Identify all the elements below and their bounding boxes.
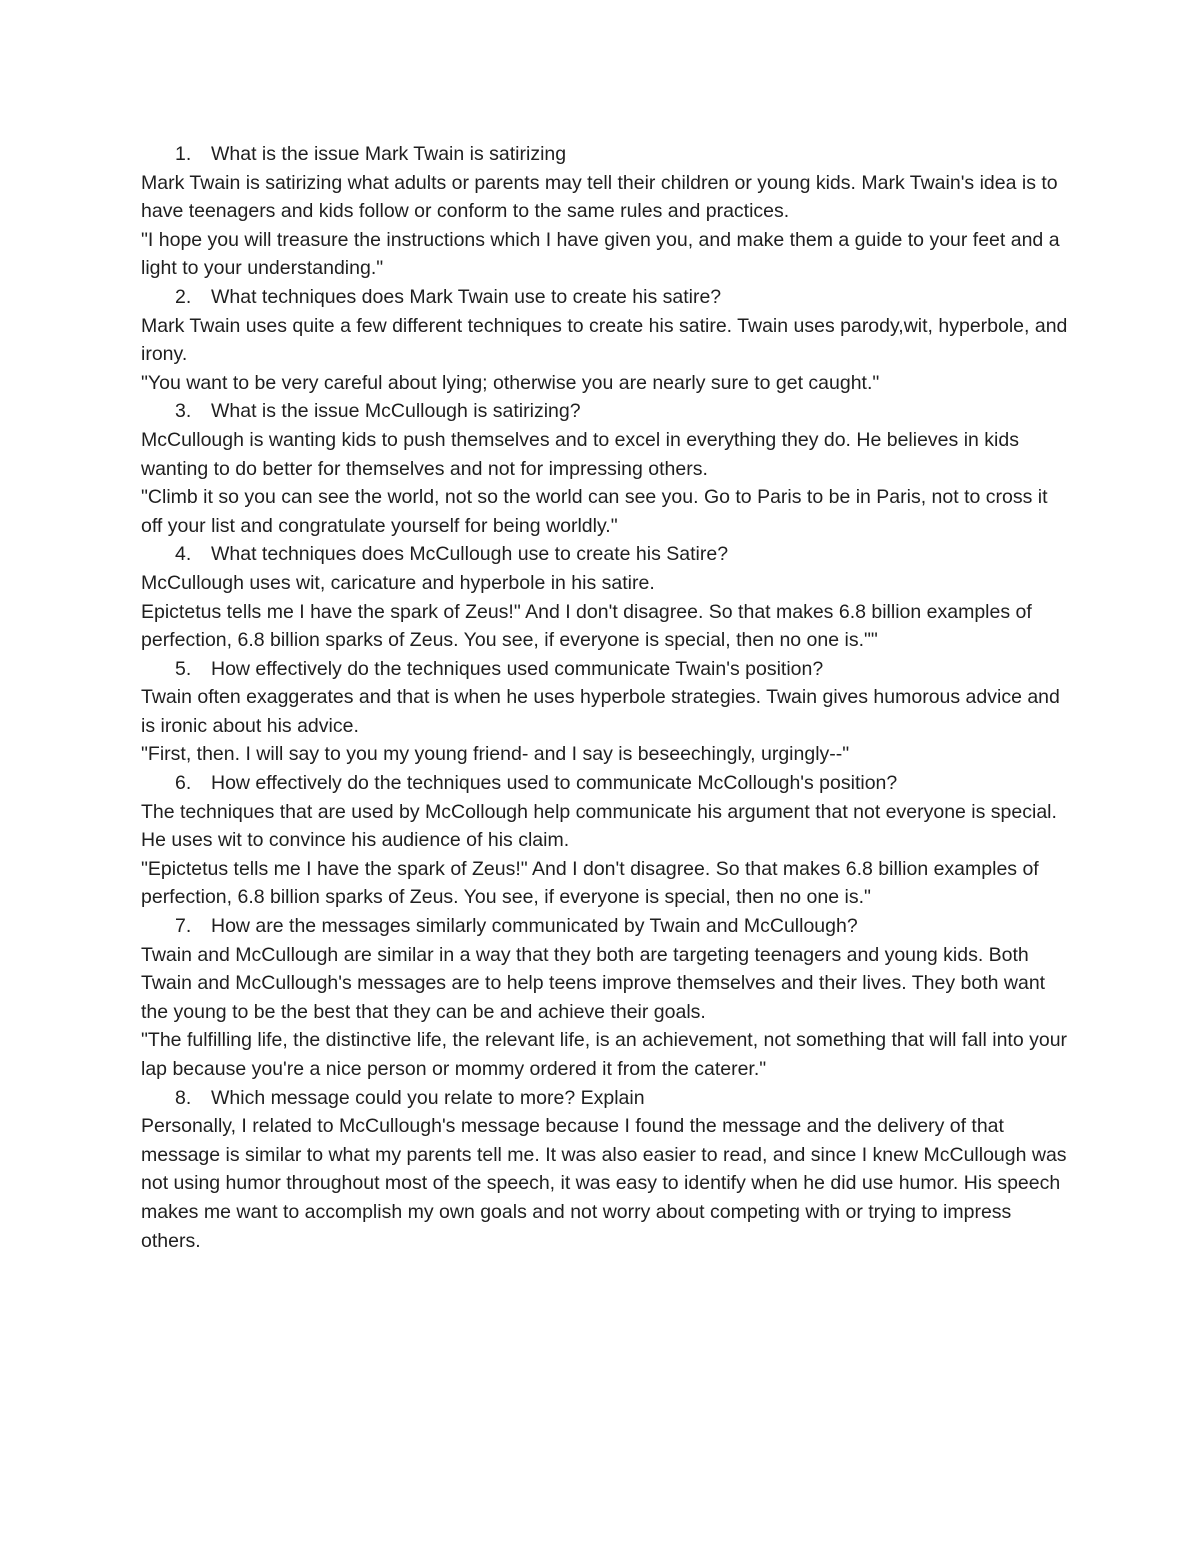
answer-paragraph: McCullough uses wit, caricature and hyperbole in his satire. xyxy=(141,571,655,594)
question-heading xyxy=(141,140,1071,169)
section-7 xyxy=(141,912,1071,1084)
section-5 xyxy=(141,655,1071,769)
quote-paragraph: "The fulfilling life, the distinctive life, the relevant life, is an achievement, not something that will fall into your lap because you're a nice person or mommy ordered it from the caterer." xyxy=(141,1029,1068,1080)
question-number: 6. xyxy=(175,772,192,795)
question-heading xyxy=(141,1084,1071,1113)
question-heading xyxy=(141,397,1071,426)
section-6 xyxy=(141,769,1071,912)
question-number: 3. xyxy=(175,400,192,423)
answer-paragraph: Personally, I related to McCullough's message because I found the message and the delivery of that message is similar to what my parents tell me. It was also easier to read, and since I knew McCullough was not using humor throughout most of the speech, it was easy to identify when he did use humor. His speech makes me want to accomplish my own goals and not worry about competing with or trying to impress others. xyxy=(141,1115,1067,1252)
question-number: 2. xyxy=(175,285,192,308)
quote-paragraph: Epictetus tells me I have the spark of Zeus!" And I don't disagree. So that makes 6.8 billion examples of perfection, 6.8 billion sparks of Zeus. You see, if everyone is special, then no one is."" xyxy=(141,600,1032,652)
section-2 xyxy=(141,283,1071,397)
question-heading xyxy=(141,769,1071,798)
section-3 xyxy=(141,397,1071,540)
question-text: How effectively do the techniques used communicate Twain's position? xyxy=(211,657,824,680)
quote-paragraph: "You want to be very careful about lying; otherwise you are nearly sure to get caught." xyxy=(141,371,880,394)
question-text: How are the messages similarly communicated by Twain and McCullough? xyxy=(211,915,858,938)
answer-paragraph: Mark Twain is satirizing what adults or parents may tell their children or young kids. Mark Twain's idea is to have teenagers and kids follow or conform to the same rules and practices. xyxy=(141,171,1058,223)
section-4 xyxy=(141,540,1071,654)
quote-paragraph: "First, then. I will say to you my young friend- and I say is beseechingly, urgingly--" xyxy=(141,743,850,766)
question-number: 8. xyxy=(175,1086,192,1109)
question-text: What techniques does McCullough use to create his Satire? xyxy=(211,543,729,566)
question-text: Which message could you relate to more? Explain xyxy=(211,1086,645,1109)
question-heading xyxy=(141,655,1071,684)
quote-paragraph: "Climb it so you can see the world, not so the world can see you. Go to Paris to be in Paris, not to cross it off your list and congratulate yourself for being worldly." xyxy=(141,486,1048,537)
answer-paragraph: Mark Twain uses quite a few different techniques to create his satire. Twain uses parody,wit, hyperbole, and irony. xyxy=(141,314,1068,366)
quote-paragraph: "I hope you will treasure the instructions which I have given you, and make them a guide to your feet and a light to your understanding." xyxy=(141,228,1060,280)
question-text: What is the issue Mark Twain is satirizing xyxy=(211,143,567,165)
answer-paragraph: Twain often exaggerates and that is when he uses hyperbole strategies. Twain gives humorous advice and is ironic about his advice. xyxy=(141,686,1060,737)
question-heading xyxy=(141,283,1071,312)
question-number: 7. xyxy=(175,915,192,938)
question-text: What techniques does Mark Twain use to create his satire? xyxy=(211,285,722,308)
question-text: How effectively do the techniques used to communicate McCollough's position? xyxy=(211,772,898,795)
section-1 xyxy=(141,140,1071,283)
answer-paragraph: McCullough is wanting kids to push themselves and to excel in everything they do. He believes in kids wanting to do better for themselves and not for impressing others. xyxy=(141,428,1019,480)
question-heading xyxy=(141,540,1071,569)
quote-paragraph: "Epictetus tells me I have the spark of Zeus!" And I don't disagree. So that makes 6.8 billion examples of perfection, 6.8 billion sparks of Zeus. You see, if everyone is special, then no one is." xyxy=(141,857,1039,909)
question-heading xyxy=(141,912,1071,941)
section-8 xyxy=(141,1084,1071,1256)
question-number: 5. xyxy=(175,657,192,680)
answer-paragraph: The techniques that are used by McCollough help communicate his argument that not everyone is special. He uses wit to convince his audience of his claim. xyxy=(141,800,1057,852)
question-text: What is the issue McCullough is satirizing? xyxy=(211,400,581,423)
answer-paragraph: Twain and McCullough are similar in a way that they both are targeting teenagers and young kids. Both Twain and McCullough's messages are to help teens improve themselves and their lives. They both want the young to be the best that they can be and achieve their goals. xyxy=(141,943,1046,1023)
question-number: 1. xyxy=(175,143,192,165)
question-number: 4. xyxy=(175,543,192,566)
document-body xyxy=(141,140,1071,1255)
